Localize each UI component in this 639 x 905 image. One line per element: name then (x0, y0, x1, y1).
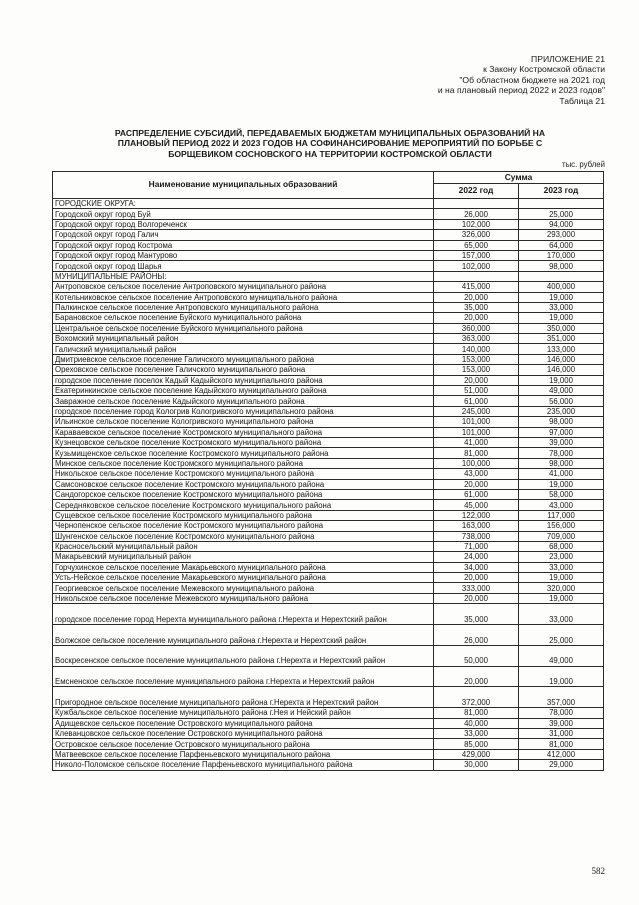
table-row (53, 199, 604, 209)
appendix-line: Таблица 21 (559, 95, 605, 106)
value-2022-cell: 363,000 (434, 334, 519, 344)
value-2022-cell: 101,000 (434, 427, 519, 437)
value-2023-cell: 19,000 (519, 593, 604, 603)
name-cell: Георгиевское сельское поселение Межевского муниципального района (53, 583, 434, 593)
value-2022-cell: 51,000 (434, 386, 519, 396)
name-cell: Вохомский муниципальный район (53, 334, 434, 344)
value-2023-cell: 98,000 (519, 261, 604, 271)
name-cell: городское поселение город Кологрив Кологривского муниципального района (53, 406, 434, 416)
value-2022-cell: 738,000 (434, 531, 519, 541)
value-2022-cell: 26,000 (434, 209, 519, 219)
name-cell: Пригородное сельское поселение муниципального района г.Нерехта и Нерехтский район (53, 687, 434, 708)
table-row (53, 313, 604, 323)
name-cell: Красносельский муниципальный район (53, 541, 434, 551)
name-cell: Караваевское сельское поселение Костромского муниципального района (53, 427, 434, 437)
value-2022-cell: 245,000 (434, 406, 519, 416)
table-row (53, 375, 604, 385)
value-2022-cell: 100,000 (434, 458, 519, 468)
value-2022-cell: 41,000 (434, 437, 519, 447)
name-cell: Кузьмищенское сельское поселение Костромского муниципального района (53, 448, 434, 458)
value-2022-cell (434, 271, 519, 281)
appendix-line: ПРИЛОЖЕНИЕ 21 (531, 54, 605, 64)
name-cell: Барановское сельское поселение Буйского муниципального района (53, 313, 434, 323)
table-row (53, 365, 604, 375)
table-row (53, 593, 604, 603)
page-number: 582 (591, 866, 605, 876)
value-2022-cell: 43,000 (434, 469, 519, 479)
value-2022-cell: 140,000 (434, 344, 519, 354)
value-2022-cell: 24,000 (434, 552, 519, 562)
name-cell: Городской округ город Галич (53, 230, 434, 240)
value-2022-cell: 20,000 (434, 593, 519, 603)
table-row (53, 541, 604, 551)
value-2023-cell: 351,000 (519, 334, 604, 344)
table-row (53, 718, 604, 728)
table-row (53, 489, 604, 499)
table-row (53, 469, 604, 479)
name-cell: Самсоновское сельское поселение Костромского муниципального района (53, 479, 434, 489)
value-2023-cell (519, 199, 604, 209)
table-row (53, 219, 604, 229)
units-label: тыс. рублей (562, 160, 605, 169)
value-2023-cell: 117,000 (519, 510, 604, 520)
table-row (53, 458, 604, 468)
value-2023-cell: 39,000 (519, 718, 604, 728)
table-row (53, 573, 604, 583)
name-cell: Городской округ город Мантурово (53, 250, 434, 260)
header-2022: 2022 год (434, 184, 519, 199)
value-2023-cell: 78,000 (519, 448, 604, 458)
table-row (53, 230, 604, 240)
value-2023-cell: 25,000 (519, 209, 604, 219)
value-2022-cell: 45,000 (434, 500, 519, 510)
value-2023-cell: 97,000 (519, 427, 604, 437)
value-2022-cell: 81,000 (434, 448, 519, 458)
value-2022-cell: 35,000 (434, 302, 519, 312)
value-2023-cell: 56,000 (519, 396, 604, 406)
value-2022-cell: 61,000 (434, 489, 519, 499)
table-row (53, 666, 604, 687)
value-2022-cell: 102,000 (434, 261, 519, 271)
table-row (53, 448, 604, 458)
value-2023-cell: 68,000 (519, 541, 604, 551)
value-2023-cell: 33,000 (519, 604, 604, 625)
value-2022-cell: 429,000 (434, 749, 519, 759)
name-cell: Матвеевское сельское поселение Парфеньевского муниципального района (53, 749, 434, 759)
table-row (53, 604, 604, 625)
value-2022-cell: 333,000 (434, 583, 519, 593)
title-line: БОРЩЕВИКОМ СОСНОВСКОГО НА ТЕРРИТОРИИ КОСТРОМСКОЙ ОБЛАСТИ (168, 148, 492, 159)
value-2022-cell: 71,000 (434, 541, 519, 551)
value-2023-cell: 39,000 (519, 437, 604, 447)
value-2023-cell: 31,000 (519, 729, 604, 739)
value-2023-cell: 49,000 (519, 645, 604, 666)
document-title (60, 128, 600, 159)
name-cell: Антроповское сельское поселение Антроповского муниципального района (53, 282, 434, 292)
table-body (53, 199, 604, 771)
value-2022-cell: 157,000 (434, 250, 519, 260)
appendix-block (438, 54, 605, 106)
value-2023-cell: 29,000 (519, 760, 604, 770)
name-cell: Дмитриевское сельское поселение Галичского муниципального района (53, 354, 434, 364)
value-2023-cell: 320,000 (519, 583, 604, 593)
value-2023-cell: 133,000 (519, 344, 604, 354)
value-2023-cell: 19,000 (519, 292, 604, 302)
name-cell: Галичский муниципальный район (53, 344, 434, 354)
name-cell: Ореховское сельское поселение Галичского муниципального района (53, 365, 434, 375)
value-2022-cell: 153,000 (434, 365, 519, 375)
name-cell: ГОРОДСКИЕ ОКРУГА: (53, 199, 434, 209)
value-2022-cell: 326,000 (434, 230, 519, 240)
value-2022-cell: 415,000 (434, 282, 519, 292)
name-cell: Воскресенское сельское поселение муниципального района г.Нерехта и Нерехтский район (53, 645, 434, 666)
table-row (53, 386, 604, 396)
value-2022-cell: 360,000 (434, 323, 519, 333)
name-cell: Кужбальское сельское поселение муниципального района г.Нея и Нейский район (53, 708, 434, 718)
value-2022-cell: 50,000 (434, 645, 519, 666)
value-2023-cell: 235,000 (519, 406, 604, 416)
name-cell: Адищевское сельское поселение Островского муниципального района (53, 718, 434, 728)
value-2022-cell: 40,000 (434, 718, 519, 728)
table-row (53, 282, 604, 292)
value-2022-cell: 85,000 (434, 739, 519, 749)
table-row (53, 396, 604, 406)
appendix-line: к Закону Костромской области (483, 64, 605, 75)
header-name: Наименование муниципальных образований (53, 172, 434, 199)
name-cell: Городской округ город Кострома (53, 240, 434, 250)
name-cell: МУНИЦИПАЛЬНЫЕ РАЙОНЫ: (53, 271, 434, 281)
name-cell: Котельниковское сельское поселение Антроповского муниципального района (53, 292, 434, 302)
name-cell: Макарьевский муниципальный район (53, 552, 434, 562)
value-2022-cell: 20,000 (434, 292, 519, 302)
value-2023-cell: 170,000 (519, 250, 604, 260)
name-cell: Сандогорское сельское поселение Костромского муниципального района (53, 489, 434, 499)
value-2023-cell: 94,000 (519, 219, 604, 229)
table-row (53, 354, 604, 364)
header-2023: 2023 год (519, 184, 604, 199)
table-row (53, 209, 604, 219)
value-2023-cell: 58,000 (519, 489, 604, 499)
name-cell: Палкинское сельское поселение Антроповского муниципального района (53, 302, 434, 312)
value-2023-cell: 33,000 (519, 302, 604, 312)
table-row (53, 687, 604, 708)
value-2022-cell: 122,000 (434, 510, 519, 520)
appendix-line: "Об областном бюджете на 2021 год (459, 74, 605, 85)
value-2022-cell: 34,000 (434, 562, 519, 572)
value-2023-cell (519, 271, 604, 281)
name-cell: Шунгенское сельское поселение Костромского муниципального района (53, 531, 434, 541)
value-2023-cell: 81,000 (519, 739, 604, 749)
table-row (53, 749, 604, 759)
name-cell: Емсненское сельское поселение муниципального района г.Нерехта и Нерехтский район (53, 666, 434, 687)
table-row (53, 562, 604, 572)
value-2023-cell: 49,000 (519, 386, 604, 396)
table-row (53, 645, 604, 666)
table-row (53, 583, 604, 593)
name-cell: Завражное сельское поселение Кадыйского муниципального района (53, 396, 434, 406)
value-2023-cell: 293,000 (519, 230, 604, 240)
table-row (53, 625, 604, 646)
table-row (53, 729, 604, 739)
table-row (53, 292, 604, 302)
value-2022-cell: 153,000 (434, 354, 519, 364)
value-2022-cell: 30,000 (434, 760, 519, 770)
name-cell: Волжское сельское поселение муниципального района г.Нерехта и Нерехтский район (53, 625, 434, 646)
value-2023-cell: 23,000 (519, 552, 604, 562)
name-cell: Городской округ город Волгореченск (53, 219, 434, 229)
table-row (53, 510, 604, 520)
value-2022-cell: 61,000 (434, 396, 519, 406)
table-row (53, 302, 604, 312)
table-row (53, 479, 604, 489)
appendix-line: и на плановый период 2022 и 2023 годов" (437, 85, 605, 96)
value-2022-cell: 81,000 (434, 708, 519, 718)
name-cell: Городской округ город Буй (53, 209, 434, 219)
value-2022-cell: 35,000 (434, 604, 519, 625)
name-cell: Островское сельское поселение Островского муниципального района (53, 739, 434, 749)
table-row (53, 261, 604, 271)
value-2023-cell: 156,000 (519, 521, 604, 531)
name-cell: Центральное сельское поселение Буйского муниципального района (53, 323, 434, 333)
title-line: РАСПРЕДЕЛЕНИЕ СУБСИДИЙ, ПЕРЕДАВАЕМЫХ БЮДЖЕТАМ МУНИЦИПАЛЬНЫХ ОБРАЗОВАНИЙ НА (114, 128, 546, 138)
table-row (53, 500, 604, 510)
table-row (53, 708, 604, 718)
value-2023-cell: 64,000 (519, 240, 604, 250)
name-cell: Горчухинское сельское поселение Макарьевского муниципального района (53, 562, 434, 572)
table-row (53, 344, 604, 354)
subsidy-table (52, 171, 604, 771)
value-2023-cell: 98,000 (519, 458, 604, 468)
name-cell: Ильинское сельское поселение Кологривского муниципального района (53, 417, 434, 427)
value-2023-cell: 25,000 (519, 625, 604, 646)
name-cell: Клеванцовское сельское поселение Островского муниципального района (53, 729, 434, 739)
value-2023-cell: 350,000 (519, 323, 604, 333)
name-cell: Усть-Нейское сельское поселение Макарьевского муниципального района (53, 573, 434, 583)
value-2023-cell: 357,000 (519, 687, 604, 708)
value-2023-cell: 19,000 (519, 313, 604, 323)
value-2023-cell: 98,000 (519, 417, 604, 427)
table-row (53, 334, 604, 344)
table-row (53, 417, 604, 427)
value-2023-cell: 41,000 (519, 469, 604, 479)
value-2023-cell: 412,000 (519, 749, 604, 759)
table-row (53, 406, 604, 416)
title-line: ПЛАНОВЫЙ ПЕРИОД 2022 И 2023 ГОДОВ НА СОФИНАНСИРОВАНИЕ МЕРОПРИЯТИЙ ПО БОРЬБЕ С (117, 138, 543, 149)
value-2023-cell: 146,000 (519, 365, 604, 375)
value-2023-cell: 146,000 (519, 354, 604, 364)
name-cell: Никольское сельское поселение Межевского муниципального района (53, 593, 434, 603)
table-row (53, 437, 604, 447)
table-row (53, 427, 604, 437)
name-cell: Кузнецовское сельское поселение Костромского муниципального района (53, 437, 434, 447)
name-cell: Минское сельское поселение Костромского муниципального района (53, 458, 434, 468)
value-2022-cell: 101,000 (434, 417, 519, 427)
table-row (53, 531, 604, 541)
name-cell: Никольское сельское поселение Костромского муниципального района (53, 469, 434, 479)
name-cell: Николо-Поломское сельское поселение Парфеньевского муниципального района (53, 760, 434, 770)
value-2023-cell: 19,000 (519, 375, 604, 385)
table-row (53, 250, 604, 260)
header-sum: Сумма (434, 172, 604, 184)
name-cell: городское поселение поселок Кадый Кадыйского муниципального района (53, 375, 434, 385)
table-row (53, 521, 604, 531)
value-2023-cell: 19,000 (519, 573, 604, 583)
name-cell: Городской округ город Шарья (53, 261, 434, 271)
table-row (53, 240, 604, 250)
value-2022-cell: 33,000 (434, 729, 519, 739)
table-row (53, 739, 604, 749)
name-cell: Сущевское сельское поселение Костромского муниципального района (53, 510, 434, 520)
value-2022-cell: 20,000 (434, 666, 519, 687)
value-2022-cell: 65,000 (434, 240, 519, 250)
value-2022-cell: 20,000 (434, 479, 519, 489)
name-cell: Екатеринкинское сельское поселение Кадыйского муниципального района (53, 386, 434, 396)
value-2022-cell: 372,000 (434, 687, 519, 708)
value-2023-cell: 78,000 (519, 708, 604, 718)
value-2023-cell: 709,000 (519, 531, 604, 541)
value-2023-cell: 400,000 (519, 282, 604, 292)
table-row (53, 271, 604, 281)
table-row (53, 760, 604, 770)
value-2022-cell: 102,000 (434, 219, 519, 229)
value-2022-cell: 20,000 (434, 375, 519, 385)
value-2022-cell: 26,000 (434, 625, 519, 646)
value-2023-cell: 33,000 (519, 562, 604, 572)
value-2023-cell: 19,000 (519, 666, 604, 687)
value-2023-cell: 43,000 (519, 500, 604, 510)
value-2023-cell: 19,000 (519, 479, 604, 489)
name-cell: Чернопенское сельское поселение Костромского муниципального района (53, 521, 434, 531)
value-2022-cell: 20,000 (434, 313, 519, 323)
name-cell: городское поселение город Нерехта муниципального района г.Нерехта и Нерехтский район (53, 604, 434, 625)
value-2022-cell: 163,000 (434, 521, 519, 531)
name-cell: Середняковское сельское поселение Костромского муниципального района (53, 500, 434, 510)
table-row (53, 552, 604, 562)
value-2022-cell: 20,000 (434, 573, 519, 583)
value-2022-cell (434, 199, 519, 209)
table-row (53, 323, 604, 333)
